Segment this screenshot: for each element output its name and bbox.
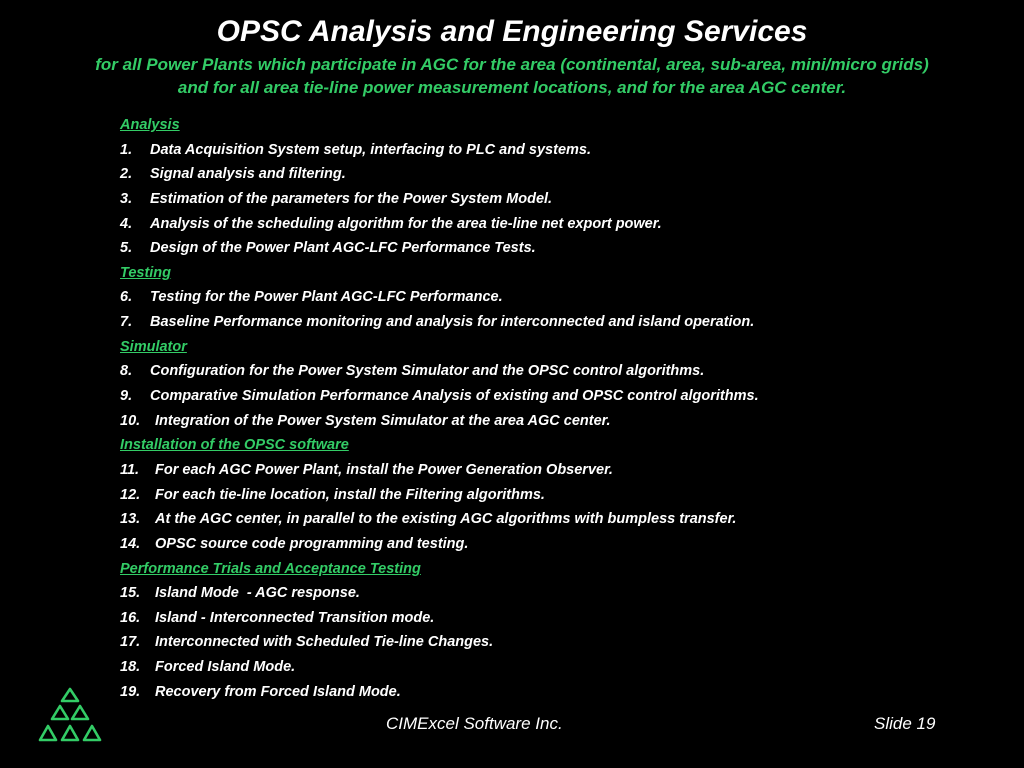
list-item-text: Testing for the Power Plant AGC-LFC Performance.	[150, 289, 503, 306]
list-item-number: 6.	[120, 289, 133, 306]
list-item	[120, 532, 1000, 557]
list-item-number: 15.	[120, 585, 141, 602]
list-item-text: Forced Island Mode.	[155, 659, 296, 676]
list-item-number: 12.	[120, 486, 141, 503]
list-item	[120, 458, 1000, 483]
list-item	[120, 236, 1000, 261]
slide-title: OPSC Analysis and Engineering Services	[216, 15, 808, 48]
list-item-number: 14.	[120, 535, 141, 552]
footer-slide-number: Slide 19	[874, 714, 936, 733]
section-heading[interactable]: Testing	[120, 264, 172, 281]
list-item-text: Integration of the Power System Simulator at the area AGC center.	[155, 412, 611, 429]
list-item-number: 19.	[120, 683, 141, 700]
list-item-number: 1.	[120, 141, 133, 158]
subtitle-line-1: for all Power Plants which participate in AGC for the area (continental, area, sub-area, mini/micro grids)	[95, 55, 929, 74]
list-item-text: For each tie-line location, install the Filtering algorithms.	[155, 486, 545, 503]
list-item	[120, 162, 1000, 187]
list-item	[120, 581, 1000, 606]
list-item-text: Comparative Simulation Performance Analysis of existing and OPSC control algorithms.	[150, 388, 759, 405]
list-item-number: 8.	[120, 363, 133, 380]
list-item-text: Island - Interconnected Transition mode.	[155, 609, 435, 626]
list-item-number: 10.	[120, 412, 141, 429]
list-item-text: Signal analysis and filtering.	[150, 166, 346, 183]
list-item	[120, 187, 1000, 212]
list-item	[120, 310, 1000, 335]
list-item	[120, 212, 1000, 237]
list-item-number: 17.	[120, 634, 141, 651]
list-item	[120, 655, 1000, 680]
list-item-number: 13.	[120, 511, 141, 528]
list-item	[120, 483, 1000, 508]
list-item-number: 16.	[120, 609, 141, 626]
list-item-number: 18.	[120, 659, 141, 676]
list-item	[120, 606, 1000, 631]
list-item-number: 11.	[120, 461, 140, 478]
list-item	[120, 409, 1000, 434]
list-item-text: Configuration for the Power System Simulator and the OPSC control algorithms.	[150, 363, 705, 380]
list-item	[120, 680, 1000, 705]
list-item-text: OPSC source code programming and testing.	[155, 535, 469, 552]
list-item-number: 7.	[120, 314, 133, 331]
section-heading[interactable]: Simulator	[120, 338, 187, 355]
list-item-text: For each AGC Power Plant, install the Power Generation Observer.	[155, 461, 613, 478]
list-item	[120, 359, 1000, 384]
list-item-text: Baseline Performance monitoring and analysis for interconnected and island operation.	[150, 314, 755, 331]
list-item-number: 3.	[120, 190, 133, 207]
company-logo-icon	[34, 686, 106, 748]
list-item-text: Analysis of the scheduling algorithm for the area tie-line net export power.	[150, 215, 662, 232]
list-item-number: 4.	[120, 215, 133, 232]
list-item	[120, 507, 1000, 532]
list-item-text: Design of the Power Plant AGC-LFC Performance Tests.	[150, 240, 536, 257]
list-item	[120, 630, 1000, 655]
list-item-number: 2.	[120, 166, 133, 183]
list-item	[120, 138, 1000, 163]
list-item-text: Data Acquisition System setup, interfacing to PLC and systems.	[150, 141, 592, 158]
list-item	[120, 285, 1000, 310]
services-list	[120, 113, 1000, 704]
list-item-text: Recovery from Forced Island Mode.	[155, 683, 401, 700]
list-item-text: Interconnected with Scheduled Tie-line Changes.	[155, 634, 494, 651]
section-heading[interactable]: Performance Trials and Acceptance Testing	[120, 560, 421, 577]
list-item-text: Estimation of the parameters for the Power System Model.	[150, 190, 553, 207]
list-item	[120, 384, 1000, 409]
section-heading[interactable]: Analysis	[120, 117, 180, 133]
list-item-text: Island Mode - AGC response.	[155, 585, 360, 602]
subtitle-line-2: and for all area tie-line power measurement locations, and for the area AGC center.	[177, 78, 847, 97]
list-item-text: At the AGC center, in parallel to the existing AGC algorithms with bumpless transfer.	[155, 511, 737, 528]
list-item-number: 5.	[120, 240, 133, 257]
footer-company: CIMExcel Software Inc.	[386, 714, 563, 733]
slide-subtitle	[0, 53, 1024, 99]
list-item-number: 9.	[120, 388, 133, 405]
section-heading[interactable]: Installation of the OPSC software	[120, 437, 349, 454]
